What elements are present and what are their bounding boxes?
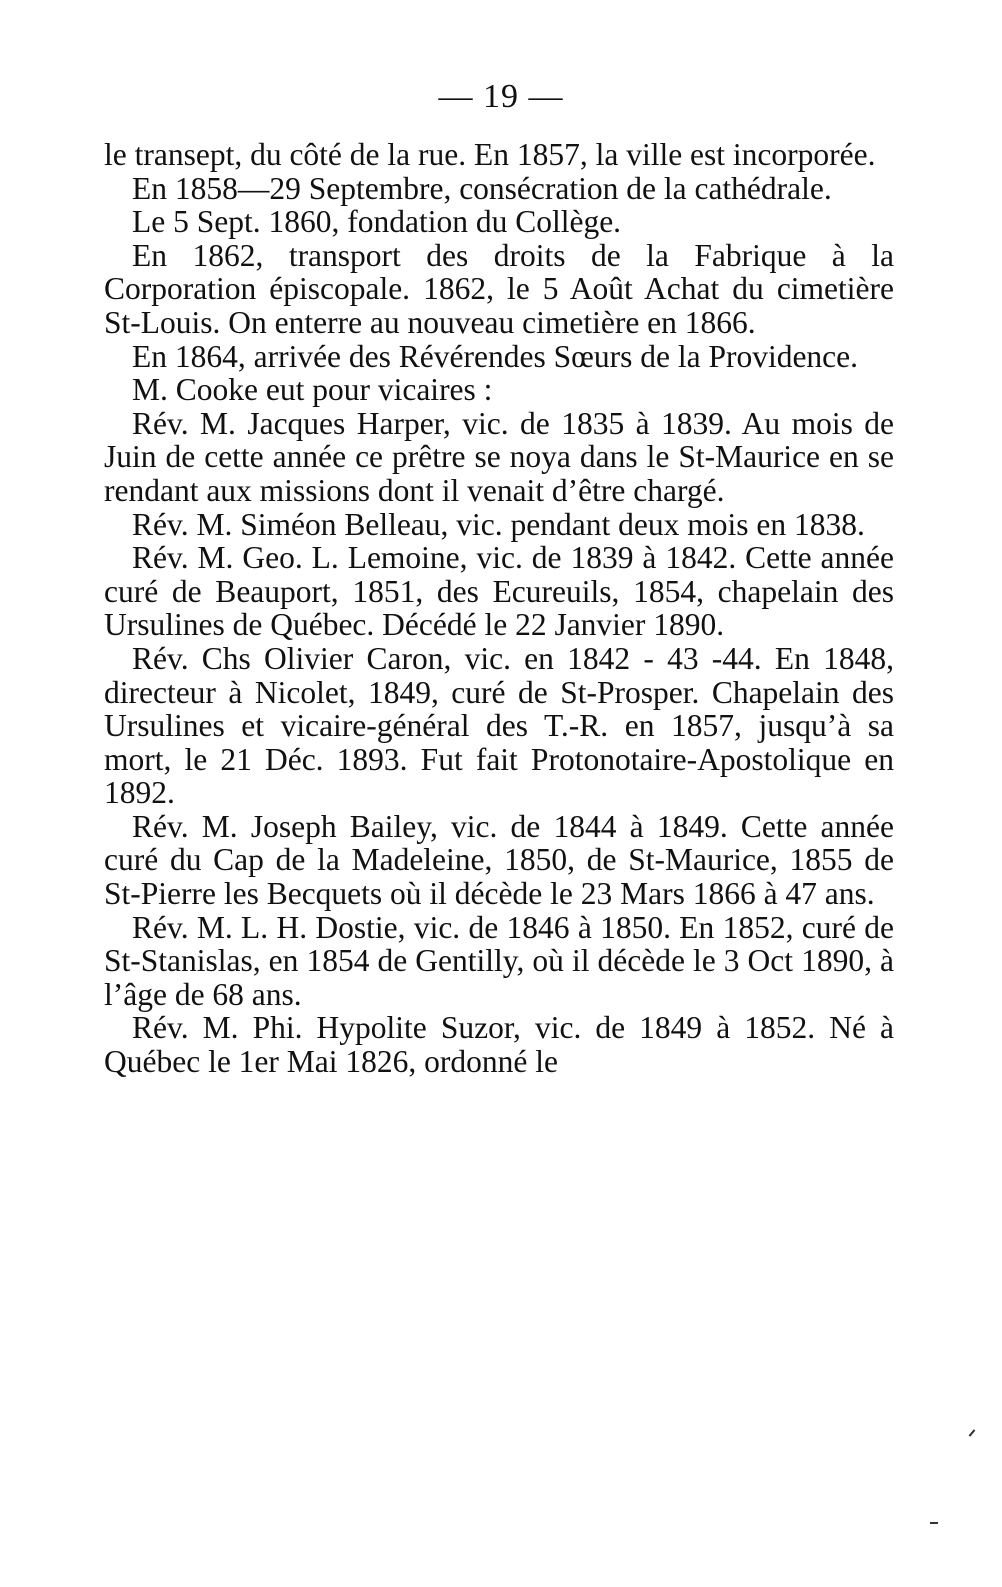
paragraph: Rév. M. Phi. Hypolite Suzor, vic. de 1849 à 1852. Né à Québec le 1er Mai 1826, ordonné le	[104, 1010, 894, 1080]
paragraph: Rév. M. L. H. Dostie, vic. de 1846 à 1850. En 1852, curé de St-Stanislas, en 1854 de Gentilly, où il décède le 3 Oct 1890, à l’âge de 68 ans.	[104, 909, 894, 1012]
paragraph: Rév. M. Siméon Belleau, vic. pendant deux mois en 1838.	[132, 506, 865, 542]
paragraph: Rév. M. Geo. L. Lemoine, vic. de 1839 à 1842. Cette année curé de Beauport, 1851, des Ecureuils, 1854, chapelain des Ursulines de Québec. Décédé le 22 Janvier 1890.	[104, 540, 894, 643]
paragraph: M. Cooke eut pour vicaires :	[132, 372, 493, 408]
paragraph: En 1858—29 Septembre, consécration de la cathédrale.	[132, 170, 832, 206]
paragraph: Le 5 Sept. 1860, fondation du Collège.	[132, 204, 622, 240]
body-text	[104, 138, 894, 1079]
paragraph: En 1864, arrivée des Révérendes Sœurs de la Providence.	[132, 338, 859, 374]
paragraph: En 1862, transport des droits de la Fabrique à la Corporation épiscopale. 1862, le 5 Août Achat du cimetière St-Louis. On enterre au nouveau cimetière en 1866.	[104, 237, 894, 340]
paragraph: Rév. M. Joseph Bailey, vic. de 1844 à 1849. Cette année curé du Cap de la Madeleine, 1850, de St-Maurice, 1855 de St-Pierre les Becquets où il décède le 23 Mars 1866 à 47 ans.	[104, 808, 894, 912]
scan-speck	[930, 1522, 938, 1524]
paragraph: Rév. M. Jacques Harper, vic. de 1835 à 1839. Au mois de Juin de cette année ce prêtre se noya dans le St-Maurice en se rendant aux missions dont il venait d’être chargé.	[104, 405, 894, 508]
scan-speck	[969, 1429, 976, 1436]
paragraph: Rév. Chs Olivier Caron, vic. en 1842 - 43 -44. En 1848, directeur à Nicolet, 1849, curé de St-Prosper. Chapelain des Ursulines et vicaire-général des T.-R. en 1857, jusqu’à sa mort, le 21 Déc. 1893. Fut fait Protonotaire-Apostolique en 1892.	[104, 640, 894, 811]
page-number: — 19 —	[438, 78, 564, 115]
paragraph: le transept, du côté de la rue. En 1857, la ville est incorporée.	[104, 137, 876, 172]
